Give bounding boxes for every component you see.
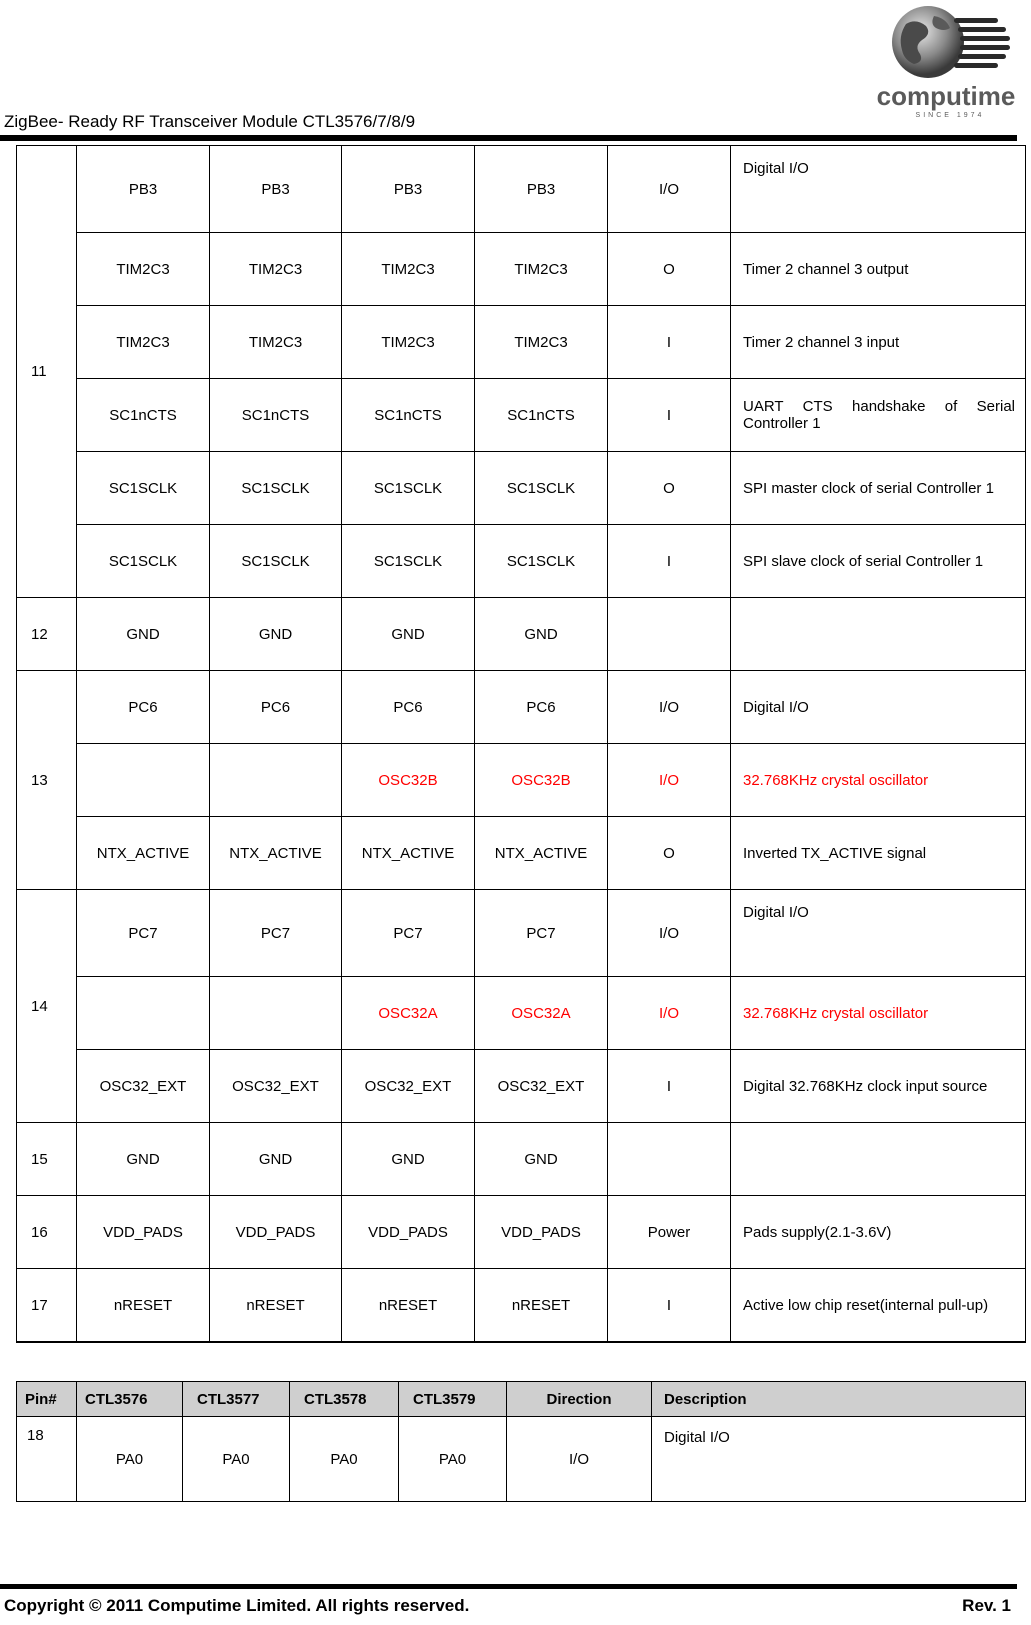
table-cell: VDD_PADS: [475, 1196, 608, 1269]
direction-cell: I/O: [507, 1417, 652, 1502]
direction-cell: O: [608, 817, 731, 890]
table-cell: PC6: [210, 671, 342, 744]
direction-cell: I: [608, 1050, 731, 1123]
table-row: [17, 1050, 1026, 1123]
table-row: [17, 1269, 1026, 1343]
table-cell: SC1nCTS: [210, 379, 342, 452]
table-cell: OSC32A: [475, 977, 608, 1050]
description-cell: SPI master clock of serial Controller 1: [731, 452, 1026, 525]
table-cell: TIM2C3: [475, 306, 608, 379]
column-header: CTL3578: [290, 1382, 399, 1417]
table-cell: nRESET: [77, 1269, 210, 1343]
column-header: Direction: [507, 1382, 652, 1417]
description-cell: Digital I/O: [731, 671, 1026, 744]
table-cell: TIM2C3: [342, 306, 475, 379]
table-cell: [77, 977, 210, 1050]
table-cell: PA0: [399, 1417, 507, 1502]
table-cell: SC1SCLK: [210, 525, 342, 598]
table-cell: SC1SCLK: [77, 452, 210, 525]
table-cell: OSC32B: [475, 744, 608, 817]
description-cell: [731, 598, 1026, 671]
revision-text: Rev. 1: [962, 1596, 1011, 1615]
table-cell: PB3: [210, 146, 342, 233]
table-cell: OSC32_EXT: [77, 1050, 210, 1123]
copyright-text: Copyright © 2011 Computime Limited. All rights reserved.: [4, 1596, 470, 1615]
description-cell: Timer 2 channel 3 output: [731, 233, 1026, 306]
pin-number: 12: [17, 598, 77, 671]
table-header-row: [17, 1382, 1026, 1417]
description-cell: Inverted TX_ACTIVE signal: [731, 817, 1026, 890]
description-cell: Digital I/O: [731, 146, 1026, 233]
table-cell: OSC32_EXT: [342, 1050, 475, 1123]
table-cell: PB3: [77, 146, 210, 233]
direction-cell: [608, 1123, 731, 1196]
table-cell: GND: [210, 598, 342, 671]
table-cell: TIM2C3: [342, 233, 475, 306]
table-cell: PC6: [475, 671, 608, 744]
table-row: [17, 817, 1026, 890]
table-cell: NTX_ACTIVE: [77, 817, 210, 890]
pin-number: 16: [17, 1196, 77, 1269]
description-cell: Timer 2 channel 3 input: [731, 306, 1026, 379]
direction-cell: I/O: [608, 744, 731, 817]
table-cell: NTX_ACTIVE: [210, 817, 342, 890]
table-cell: GND: [475, 598, 608, 671]
table-cell: [210, 977, 342, 1050]
direction-cell: I/O: [608, 671, 731, 744]
table-cell: GND: [210, 1123, 342, 1196]
table-cell: SC1SCLK: [77, 525, 210, 598]
table-cell: PC6: [77, 671, 210, 744]
direction-cell: O: [608, 452, 731, 525]
table-cell: nRESET: [475, 1269, 608, 1343]
table-row: [17, 525, 1026, 598]
computime-logo: [876, 2, 1016, 120]
pin-number: 18: [17, 1417, 77, 1502]
description-cell: Pads supply(2.1-3.6V): [731, 1196, 1026, 1269]
table-cell: NTX_ACTIVE: [342, 817, 475, 890]
table-cell: GND: [342, 1123, 475, 1196]
table-cell: OSC32A: [342, 977, 475, 1050]
direction-cell: I/O: [608, 890, 731, 977]
pin-number: 17: [17, 1269, 77, 1343]
document-title: ZigBee- Ready RF Transceiver Module CTL3576/7/8/9: [4, 112, 416, 131]
description-cell: [731, 1123, 1026, 1196]
table-cell: PA0: [77, 1417, 183, 1502]
table-cell: PC7: [210, 890, 342, 977]
table-cell: NTX_ACTIVE: [475, 817, 608, 890]
table-cell: PC7: [77, 890, 210, 977]
table-cell: PC7: [475, 890, 608, 977]
pin-number: 15: [17, 1123, 77, 1196]
direction-cell: I/O: [608, 977, 731, 1050]
direction-cell: I: [608, 525, 731, 598]
table-cell: PB3: [475, 146, 608, 233]
table-cell: SC1SCLK: [342, 525, 475, 598]
direction-cell: I: [608, 1269, 731, 1343]
table-cell: nRESET: [342, 1269, 475, 1343]
description-cell: Digital 32.768KHz clock input source: [731, 1050, 1026, 1123]
footer-rule: [0, 1584, 1017, 1589]
table-cell: GND: [77, 598, 210, 671]
table-cell: nRESET: [210, 1269, 342, 1343]
pin-number: 11: [17, 146, 77, 598]
table-cell: SC1nCTS: [475, 379, 608, 452]
table-cell: OSC32_EXT: [475, 1050, 608, 1123]
table-row: [17, 977, 1026, 1050]
table-cell: OSC32_EXT: [210, 1050, 342, 1123]
table-cell: SC1nCTS: [77, 379, 210, 452]
table-row: [17, 379, 1026, 452]
table-row: [17, 306, 1026, 379]
table-row: [17, 1417, 1026, 1502]
table-cell: SC1SCLK: [475, 452, 608, 525]
svg-text:computime: computime: [876, 81, 1016, 111]
table-cell: VDD_PADS: [77, 1196, 210, 1269]
pin-number: 13: [17, 671, 77, 890]
table-cell: PB3: [342, 146, 475, 233]
column-header: CTL3577: [183, 1382, 290, 1417]
table-cell: SC1SCLK: [210, 452, 342, 525]
direction-cell: O: [608, 233, 731, 306]
pin-18-table: [16, 1381, 1026, 1502]
column-header: CTL3579: [399, 1382, 507, 1417]
table-row: [17, 233, 1026, 306]
table-cell: GND: [77, 1123, 210, 1196]
table-row: [17, 1123, 1026, 1196]
table-cell: [210, 744, 342, 817]
direction-cell: Power: [608, 1196, 731, 1269]
description-cell: Digital I/O: [652, 1417, 1026, 1502]
table-row: [17, 452, 1026, 525]
direction-cell: I: [608, 379, 731, 452]
table-row: [17, 1196, 1026, 1269]
description-cell: Digital I/O: [731, 890, 1026, 977]
description-cell: 32.768KHz crystal oscillator: [731, 977, 1026, 1050]
table-cell: PC6: [342, 671, 475, 744]
table-cell: PA0: [183, 1417, 290, 1502]
table-cell: TIM2C3: [77, 306, 210, 379]
direction-cell: I: [608, 306, 731, 379]
column-header: Pin#: [17, 1382, 77, 1417]
table-cell: OSC32B: [342, 744, 475, 817]
direction-cell: [608, 598, 731, 671]
column-header: CTL3576: [77, 1382, 183, 1417]
column-header: Description: [652, 1382, 1026, 1417]
table-cell: TIM2C3: [475, 233, 608, 306]
table-cell: [77, 744, 210, 817]
table-cell: TIM2C3: [210, 306, 342, 379]
table-cell: PC7: [342, 890, 475, 977]
table-cell: SC1SCLK: [475, 525, 608, 598]
table-row: [17, 598, 1026, 671]
table-cell: TIM2C3: [210, 233, 342, 306]
pin-table: [16, 145, 1026, 1343]
description-cell: Active low chip reset(internal pull-up): [731, 1269, 1026, 1343]
table-row: [17, 671, 1026, 744]
description-cell: 32.768KHz crystal oscillator: [731, 744, 1026, 817]
table-cell: GND: [475, 1123, 608, 1196]
description-cell: SPI slave clock of serial Controller 1: [731, 525, 1026, 598]
direction-cell: I/O: [608, 146, 731, 233]
table-cell: PA0: [290, 1417, 399, 1502]
table-cell: TIM2C3: [77, 233, 210, 306]
table-cell: VDD_PADS: [342, 1196, 475, 1269]
table-cell: SC1nCTS: [342, 379, 475, 452]
table-cell: SC1SCLK: [342, 452, 475, 525]
pin-number: 14: [17, 890, 77, 1123]
table-row: [17, 890, 1026, 977]
table-cell: GND: [342, 598, 475, 671]
table-row: [17, 146, 1026, 233]
table-row: [17, 744, 1026, 817]
table-cell: VDD_PADS: [210, 1196, 342, 1269]
header-rule: [0, 135, 1017, 141]
description-cell: UART CTS handshake of Serial Controller 1: [731, 379, 1026, 452]
svg-text:SINCE 1974: SINCE 1974: [915, 112, 985, 119]
